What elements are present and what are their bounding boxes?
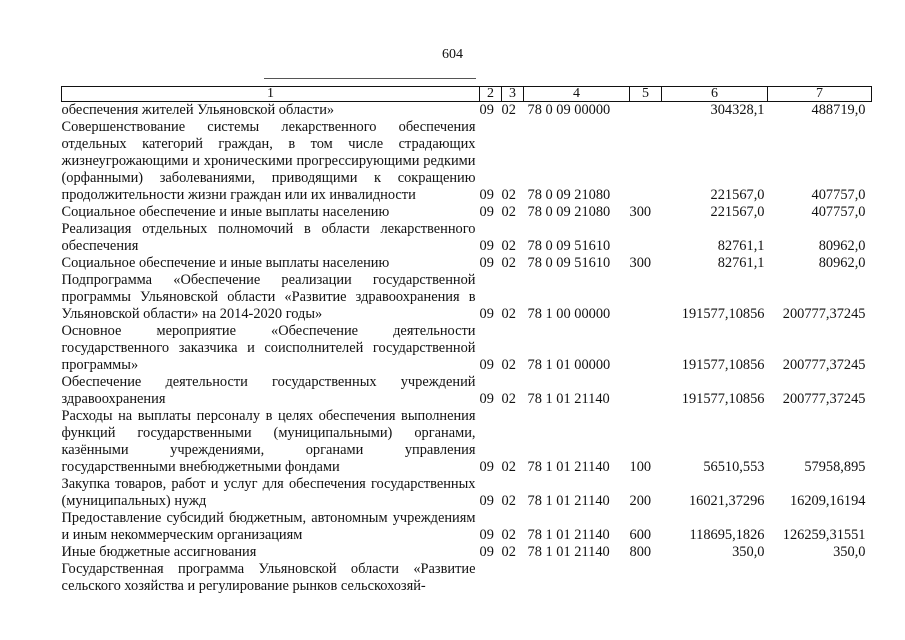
expense-type-code — [630, 102, 662, 120]
amount-col6 — [662, 561, 768, 595]
amount-col6: 82761,1 — [717, 238, 765, 254]
amount-col7: 200777,37245 — [782, 357, 866, 373]
row-name: Расходы на выплаты персоналу в целях обеспечения выполнения функций государственными (муниципальными) органами, казёнными учреждениями, органами управления государственными внебюджетными фондами — [61, 408, 476, 475]
amount-col6: 221567,0 — [710, 204, 765, 220]
amount-col6: 191577,10856 — [681, 391, 765, 407]
amount-col7: 16209,16194 — [789, 493, 866, 509]
table-row — [62, 561, 872, 595]
amount-col6: 82761,1 — [717, 255, 765, 271]
amount-col6: 118695,1826 — [689, 527, 765, 543]
target-article-code: 78 1 01 21140 — [527, 391, 610, 407]
section-code: 09 — [479, 204, 494, 220]
target-article-code: 78 0 09 51610 — [527, 238, 611, 254]
expense-type-code — [630, 221, 662, 255]
subsection-code: 02 — [501, 527, 516, 543]
expense-type-code — [630, 272, 662, 323]
column-header: 6 — [662, 87, 768, 102]
section-code: 09 — [479, 544, 494, 560]
column-header: 4 — [524, 87, 630, 102]
section-code: 09 — [479, 306, 494, 322]
section-code: 09 — [479, 255, 494, 271]
table-row — [62, 408, 872, 476]
section-code: 09 — [479, 493, 494, 509]
table-body — [62, 102, 872, 596]
expense-type-code: 800 — [629, 544, 652, 560]
amount-col6: 191577,10856 — [681, 357, 765, 373]
expense-type-code — [630, 561, 662, 595]
row-name: Подпрограмма «Обеспечение реализации государственной программы Ульяновской области «Развитие здравоохранения в Ульяновской области» на 2014-2020 годы» — [61, 272, 476, 322]
section-code: 09 — [479, 357, 494, 373]
row-name: Основное мероприятие «Обеспечение деятельности государственного заказчика и соисполнителей государственной программы» — [61, 323, 476, 373]
table-row — [62, 272, 872, 323]
amount-col7: 200777,37245 — [782, 391, 866, 407]
target-article-code: 78 1 01 21140 — [527, 544, 610, 560]
expense-type-code: 300 — [629, 204, 652, 220]
table-row — [62, 119, 872, 204]
section-code: 09 — [479, 459, 494, 475]
section-code: 09 — [479, 527, 494, 543]
expense-type-code: 300 — [629, 255, 652, 271]
amount-col7: 126259,31551 — [782, 527, 866, 543]
target-article-code: 78 0 09 00000 — [527, 102, 611, 118]
row-name: Реализация отдельных полномочий в области лекарственного обеспечения — [61, 221, 476, 254]
header-row — [62, 87, 872, 102]
row-name: Обеспечение деятельности государственных учреждений здравоохранения — [61, 374, 476, 407]
expense-type-code: 100 — [629, 459, 652, 475]
table-row — [62, 204, 872, 221]
target-article-code: 78 0 09 21080 — [527, 187, 611, 203]
target-article-code — [524, 561, 630, 595]
amount-col6: 56510,553 — [703, 459, 765, 475]
section-code: 09 — [479, 391, 494, 407]
row-name: Социальное обеспечение и иные выплаты населению — [61, 255, 390, 271]
subsection-code: 02 — [501, 493, 516, 509]
subsection-code: 02 — [501, 255, 516, 271]
subsection-code: 02 — [501, 204, 516, 220]
row-name: Совершенствование системы лекарственного обеспечения отдельных категорий граждан, в том числе страдающих жизнеугрожающими и хроническими прогрессирующими редкими (орфанными) заболеваниями, приводящими к сокращению продолжительности жизни граждан или их инвалидности — [61, 119, 476, 203]
page-number: 604 — [442, 47, 463, 62]
row-name: Предоставление субсидий бюджетным, автономным учреждениям и иным некоммерческим организациям — [61, 510, 476, 543]
table-row — [62, 102, 872, 120]
table-header — [62, 87, 872, 102]
section-code: 09 — [479, 102, 494, 118]
column-header: 5 — [630, 87, 662, 102]
amount-col7: 200777,37245 — [782, 306, 866, 322]
target-article-code: 78 1 00 00000 — [527, 306, 611, 322]
table-row — [62, 544, 872, 561]
target-article-code: 78 1 01 21140 — [527, 493, 610, 509]
section-code — [480, 561, 502, 595]
column-header: 2 — [480, 87, 502, 102]
row-name: Иные бюджетные ассигнования — [61, 544, 257, 560]
amount-col6: 350,0 — [732, 544, 765, 560]
column-header: 3 — [502, 87, 524, 102]
amount-col7: 80962,0 — [818, 255, 866, 271]
expense-type-code — [630, 119, 662, 204]
expense-type-code: 200 — [629, 493, 652, 509]
amount-col6: 191577,10856 — [681, 306, 765, 322]
section-code: 09 — [479, 187, 494, 203]
table-row — [62, 374, 872, 408]
table-row — [62, 221, 872, 255]
row-name: Закупка товаров, работ и услуг для обеспечения государственных (муниципальных) нужд — [61, 476, 476, 509]
column-header: 1 — [62, 87, 480, 102]
subsection-code — [502, 561, 524, 595]
target-article-code: 78 1 01 00000 — [527, 357, 611, 373]
header-rule — [264, 78, 476, 79]
amount-col7: 407757,0 — [811, 187, 866, 203]
table-row — [62, 510, 872, 544]
subsection-code: 02 — [501, 102, 516, 118]
target-article-code: 78 0 09 51610 — [527, 255, 611, 271]
amount-col7: 350,0 — [833, 544, 866, 560]
amount-col7: 488719,0 — [811, 102, 866, 118]
section-code: 09 — [479, 238, 494, 254]
amount-col7 — [768, 561, 872, 595]
table-row — [62, 255, 872, 272]
table-row — [62, 476, 872, 510]
subsection-code: 02 — [501, 544, 516, 560]
amount-col6: 221567,0 — [710, 187, 765, 203]
target-article-code: 78 1 01 21140 — [527, 527, 610, 543]
subsection-code: 02 — [501, 357, 516, 373]
amount-col6: 304328,1 — [710, 102, 765, 118]
amount-col7: 407757,0 — [811, 204, 866, 220]
target-article-code: 78 0 09 21080 — [527, 204, 611, 220]
row-name: Государственная программа Ульяновской области «Развитие сельского хозяйства и регулирование рынков сельскохозяй- — [61, 561, 476, 594]
budget-table — [61, 86, 872, 595]
row-name: обеспечения жителей Ульяновской области» — [61, 102, 335, 118]
expense-type-code — [630, 374, 662, 408]
subsection-code: 02 — [501, 238, 516, 254]
table-row — [62, 323, 872, 374]
expense-type-code — [630, 323, 662, 374]
subsection-code: 02 — [501, 306, 516, 322]
subsection-code: 02 — [501, 187, 516, 203]
subsection-code: 02 — [501, 391, 516, 407]
target-article-code: 78 1 01 21140 — [527, 459, 610, 475]
amount-col7: 80962,0 — [818, 238, 866, 254]
amount-col7: 57958,895 — [804, 459, 866, 475]
subsection-code: 02 — [501, 459, 516, 475]
expense-type-code: 600 — [629, 527, 652, 543]
column-header: 7 — [768, 87, 872, 102]
amount-col6: 16021,37296 — [688, 493, 765, 509]
row-name: Социальное обеспечение и иные выплаты населению — [61, 204, 390, 220]
